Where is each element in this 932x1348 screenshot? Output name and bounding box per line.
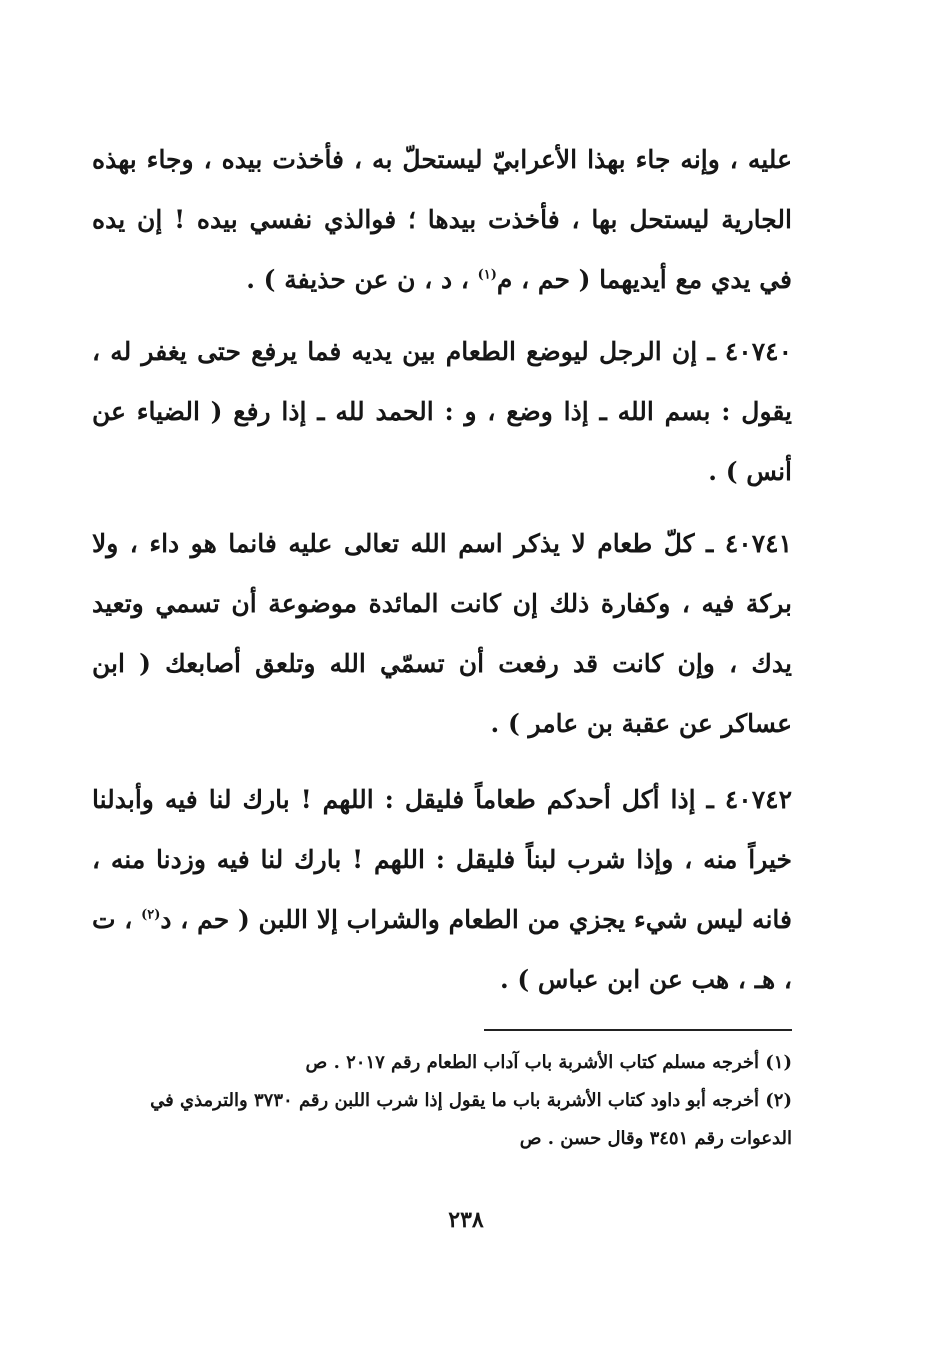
footnote-marker: (١) <box>477 267 497 283</box>
paragraph-continuation <box>92 130 792 310</box>
footnote-marker: (٢) <box>141 907 161 923</box>
page-number: ٢٣٨ <box>448 1207 484 1233</box>
paragraph-text: ـ كلّ طعام لا يذكر اسم الله تعالى عليه فانما هو داء ، ولا بركة فيه ، وكفارة ذلك إن كانت المائدة موضوعة أن تسمي وتعيد يدك ، وإن كانت قد رفعت أن تسمّي الله وتلعق أصابعك ( ابن عساكر عن عقبة بن عامر ) . <box>92 529 792 738</box>
paragraph-text: عليه ، وإنه جاء بهذا الأعرابيّ ليستحلّ به ، فأخذت بيده ، وجاء بهذه الجارية ليستحل بها ، فأخذت بيدها ؛ فوالذي نفسي بيده ! إن يده في يدي مع أيديهما ( حم ، م <box>92 145 792 294</box>
paragraph-text: ـ إن الرجل ليوضع الطعام بين يديه فما يرفع حتى يغفر له ، يقول : بسم الله ـ إذا وضع ، و : الحمد لله ـ إذا رفع ( الضياء عن أنس ) . <box>92 337 792 486</box>
hadith-paragraph-40741 <box>92 514 792 754</box>
footnote-separator <box>484 1029 792 1031</box>
footnote-1: (١) أخرجه مسلم كتاب الأشربة باب آداب الطعام رقم ٢٠١٧ . ص <box>305 1052 792 1073</box>
paragraph-text-end: ، د ، ن عن حذيفة ) . <box>246 265 478 294</box>
hadith-number: ٤٠٧٤١ <box>724 529 792 558</box>
footnotes <box>92 1044 792 1158</box>
paragraph-text: ـ إذا أكل أحدكم طعاماً فليقل : اللهم ! بارك لنا فيه وأبدلنا خيراً منه ، وإذا شرب لبناً فليقل : اللهم ! بارك لنا فيه وزدنا منه ، فانه ليس شيء يجزي من الطعام والشراب إلا اللبن ( حم ، د <box>92 785 792 934</box>
footnote-2: (٢) أخرجه أبو داود كتاب الأشربة باب ما يقول إذا شرب اللبن رقم ٣٧٣٠ والترمذي في الدعوات رقم ٣٤٥١ وقال حسن . ص <box>150 1090 792 1149</box>
hadith-number: ٤٠٧٤٠ <box>724 337 792 366</box>
paragraph-text-end: ، ت ، هـ ، هب عن ابن عباس ) . <box>92 905 792 994</box>
hadith-paragraph-40740 <box>92 322 792 502</box>
hadith-paragraph-40742 <box>92 770 792 1010</box>
hadith-number: ٤٠٧٤٢ <box>724 785 792 814</box>
